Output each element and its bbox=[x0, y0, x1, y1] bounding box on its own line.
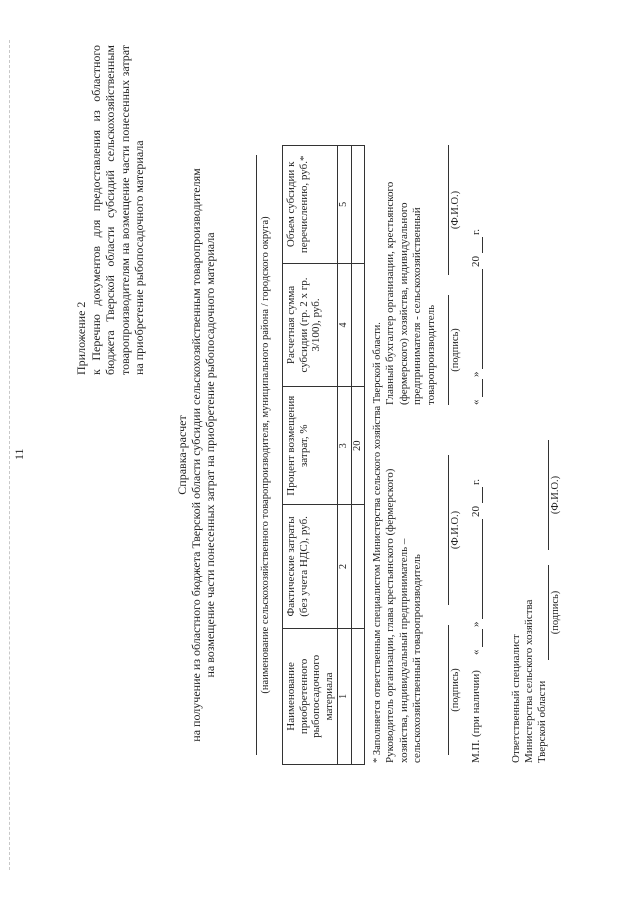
date-month-field[interactable] bbox=[482, 269, 483, 369]
header-material: Наименование приобретенного рыбопосадочного материала bbox=[283, 628, 338, 764]
specialist-signature-line[interactable] bbox=[548, 565, 549, 660]
title-line-3: на возмещение части понесенных затрат на приобретение рыбопосадочного материала bbox=[203, 232, 217, 678]
cell-calculated-subsidy[interactable] bbox=[351, 263, 365, 387]
date-year-field[interactable] bbox=[482, 237, 483, 253]
stamp-label: М.П. (при наличии) bbox=[470, 670, 482, 763]
header-actual-costs: Фактические затраты (без учета НДС), руб. bbox=[283, 505, 338, 629]
head-signature-label: Руководитель организации, глава крестьянского (фермерского) хозяйства, индивидуальный предприниматель – сельскохозяйственный товаропроизводитель bbox=[384, 468, 423, 763]
column-number: 5 bbox=[338, 146, 352, 264]
date-day-field[interactable] bbox=[482, 379, 483, 397]
appendix-text: к Перечню документов для предоставления из областного бюджета Тверской области субсидий сельскохозяйственным товаропроизводителям на возмещение части понесенных затрат на приобретение рыбопосадочного материала bbox=[88, 45, 146, 375]
header-percent: Процент возмещения затрат, % bbox=[283, 387, 338, 505]
organization-caption: (наименование сельскохозяйственного товаропроизводителя, муниципального района / городского округа) bbox=[260, 216, 271, 694]
cell-material[interactable] bbox=[351, 628, 365, 764]
accountant-name-caption: (Ф.И.О.) bbox=[450, 190, 461, 230]
title-line-1: Справка-расчет bbox=[175, 415, 189, 495]
date-year-prefix: 20 bbox=[470, 256, 482, 267]
appendix-block bbox=[74, 45, 147, 375]
column-number: 2 bbox=[338, 505, 352, 629]
document-title bbox=[175, 145, 217, 765]
head-signature-caption: (подпись) bbox=[450, 668, 461, 712]
column-number: 4 bbox=[338, 263, 352, 387]
table-row bbox=[351, 146, 365, 765]
organization-name-field[interactable] bbox=[236, 155, 257, 755]
page-number: 11 bbox=[12, 448, 26, 460]
cell-subsidy-volume[interactable] bbox=[351, 146, 365, 264]
date-suffix: г. bbox=[470, 478, 482, 485]
subsidy-table bbox=[282, 145, 365, 765]
date-close-quote: » bbox=[470, 621, 482, 627]
title-line-2: на получение из областного бюджета Тверской области субсидии сельскохозяйственным товаропроизводителям bbox=[189, 168, 203, 742]
specialist-name-caption: (Ф.И.О.) bbox=[550, 475, 561, 515]
specialist-label-line-3: Тверской области bbox=[536, 680, 548, 763]
column-number: 1 bbox=[338, 628, 352, 764]
date-year-prefix: 20 bbox=[470, 506, 482, 517]
head-name-caption: (Ф.И.О.) bbox=[450, 510, 461, 550]
specialist-name-line[interactable] bbox=[548, 440, 549, 550]
column-number-row bbox=[338, 146, 352, 765]
date-day-field[interactable] bbox=[482, 629, 483, 647]
specialist-signature-caption: (подпись) bbox=[550, 590, 561, 635]
head-signature-line[interactable] bbox=[448, 625, 449, 755]
date-year-field[interactable] bbox=[482, 487, 483, 503]
column-number: 3 bbox=[338, 387, 352, 505]
cell-percent: 20 bbox=[351, 387, 365, 505]
accountant-signature-label: Главный бухгалтер организации, крестьянского (фермерского) хозяйства, индивидуального предпринимателя - сельскохозяйственный товаропроизводитель bbox=[384, 181, 437, 405]
accountant-signature-line[interactable] bbox=[448, 295, 449, 405]
date-open-quote: « bbox=[470, 399, 482, 405]
head-name-line[interactable] bbox=[448, 455, 449, 605]
footnote: * Заполняется ответственным специалистом Министерства сельского хозяйства Тверской области. bbox=[372, 322, 383, 763]
date-close-quote: » bbox=[470, 371, 482, 377]
date-open-quote: « bbox=[470, 649, 482, 655]
specialist-label-line-1: Ответственный специалист bbox=[510, 634, 522, 763]
accountant-name-line[interactable] bbox=[448, 145, 449, 275]
cell-actual-costs[interactable] bbox=[351, 505, 365, 629]
specialist-label-line-2: Министерства сельского хозяйства bbox=[523, 599, 535, 763]
accountant-signature-caption: (подпись) bbox=[450, 328, 461, 372]
appendix-title: Приложение 2 bbox=[74, 301, 88, 375]
header-subsidy-volume: Объем субсидии к перечислению, руб.* bbox=[283, 146, 338, 264]
table-header-row bbox=[283, 146, 338, 765]
date-suffix: г. bbox=[470, 228, 482, 235]
header-calculated-subsidy: Расчетная сумма субсидии (гр. 2 х гр. 3/100), руб. bbox=[283, 263, 338, 387]
date-month-field[interactable] bbox=[482, 519, 483, 619]
